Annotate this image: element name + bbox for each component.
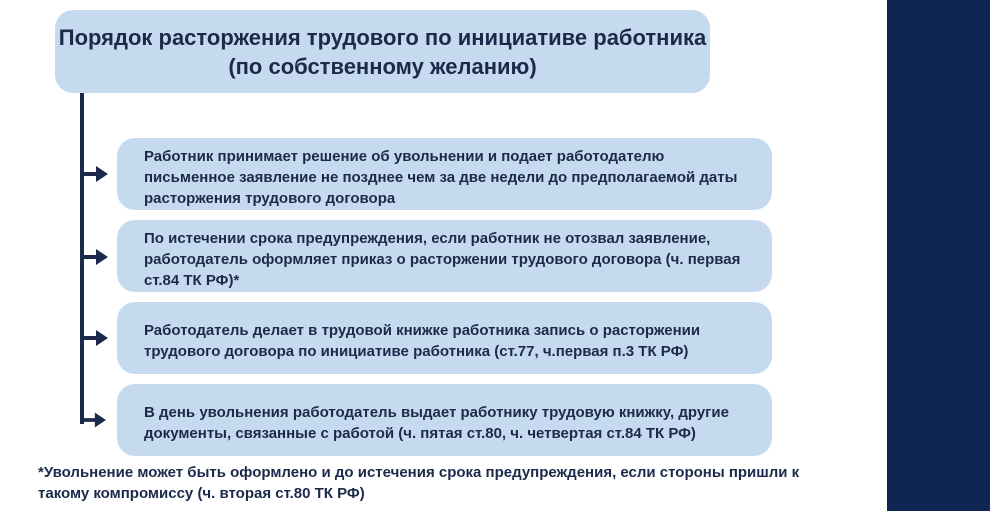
step-box-2	[117, 220, 772, 292]
step-text: По истечении срока предупреждения, если работник не отозвал заявление, работодатель оформляет приказ о расторжении трудового договора (ч. первая ст.84 ТК РФ)*	[144, 229, 741, 289]
step-box-3	[117, 302, 772, 374]
arrow-right-icon	[82, 330, 108, 346]
side-panel	[887, 0, 990, 511]
footnote: *Увольнение может быть оформлено и до истечения срока предупреждения, если стороны пришли к такому компромиссу (ч. вторая ст.80 ТК РФ)	[38, 464, 800, 502]
diagram-title	[55, 10, 710, 93]
arrow-right-icon	[82, 166, 108, 182]
step-text: Работник принимает решение об увольнении и подает работодателю письменное заявление не позднее чем за две недели до предполагаемой даты расторжения трудового договора	[144, 147, 738, 207]
step-text: Работодатель делает в трудовой книжке работника запись о расторжении трудового договора по инициативе работника (ст.77, ч.первая п.3 ТК РФ)	[144, 322, 701, 360]
step-box-1	[117, 138, 772, 210]
step-text: В день увольнения работодатель выдает работнику трудовую книжку, другие документы, связанные с работой (ч. пятая ст.80, ч. четвертая ст.84 ТК РФ)	[144, 404, 729, 442]
arrow-right-icon	[82, 249, 108, 265]
diagram-title-text: Порядок расторжения трудового по инициативе работника (по собственному желанию)	[58, 24, 707, 79]
step-box-4	[117, 384, 772, 456]
arrow-right-icon	[80, 412, 106, 428]
